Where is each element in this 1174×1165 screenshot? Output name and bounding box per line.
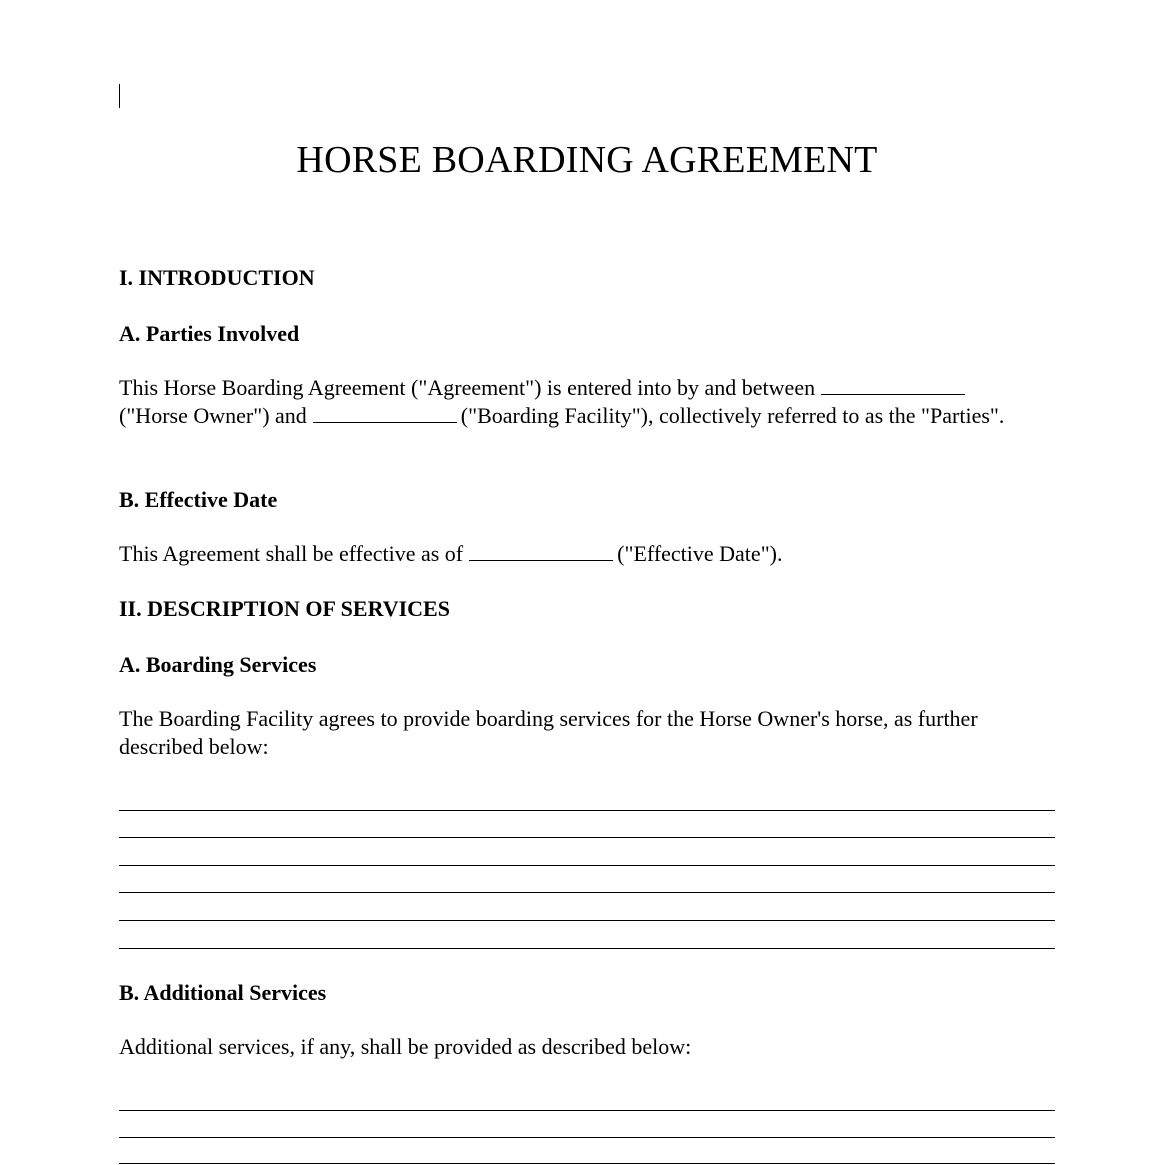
effective-date-paragraph <box>119 540 1059 568</box>
boarding-services-paragraph: The Boarding Facility agrees to provide boarding services for the Horse Owner's horse, as further described below: <box>119 706 978 759</box>
boarding-services-line-2[interactable] <box>119 837 1055 838</box>
effective-text-1: This Agreement shall be effective as of <box>119 541 464 566</box>
parties-paragraph <box>119 374 1059 429</box>
additional-services-line-3[interactable] <box>119 1163 1055 1164</box>
boarding-services-line-6[interactable] <box>119 948 1055 949</box>
boarding-services-line-3[interactable] <box>119 865 1055 866</box>
subheading-effective-date: B. Effective Date <box>119 487 278 512</box>
boarding-facility-blank-field[interactable] <box>313 404 457 423</box>
boarding-services-line-1[interactable] <box>119 810 1055 811</box>
parties-text-1: This Horse Boarding Agreement ("Agreement") is entered into by and between <box>119 375 816 400</box>
parties-text-3: ("Boarding Facility"), collectively referred to as the "Parties". <box>460 402 1005 428</box>
boarding-services-line-5[interactable] <box>119 920 1055 921</box>
horse-owner-blank-field[interactable] <box>821 376 965 395</box>
additional-services-line-1[interactable] <box>119 1110 1055 1111</box>
additional-services-line-2[interactable] <box>119 1137 1055 1138</box>
subheading-boarding-services: A. Boarding Services <box>119 652 317 677</box>
boarding-services-line-4[interactable] <box>119 892 1055 893</box>
additional-services-paragraph: Additional services, if any, shall be provided as described below: <box>119 1034 692 1059</box>
section-heading-introduction: I. INTRODUCTION <box>119 265 315 290</box>
subheading-additional-services: B. Additional Services <box>119 980 327 1005</box>
text-cursor <box>119 84 120 108</box>
document-title: HORSE BOARDING AGREEMENT <box>296 139 878 181</box>
subheading-parties-involved: A. Parties Involved <box>119 321 300 346</box>
parties-text-2: ("Horse Owner") and <box>119 402 307 428</box>
section-heading-description-of-services: II. DESCRIPTION OF SERVICES <box>119 596 450 621</box>
effective-date-blank-field[interactable] <box>469 542 613 561</box>
effective-text-2: ("Effective Date"). <box>617 541 783 566</box>
